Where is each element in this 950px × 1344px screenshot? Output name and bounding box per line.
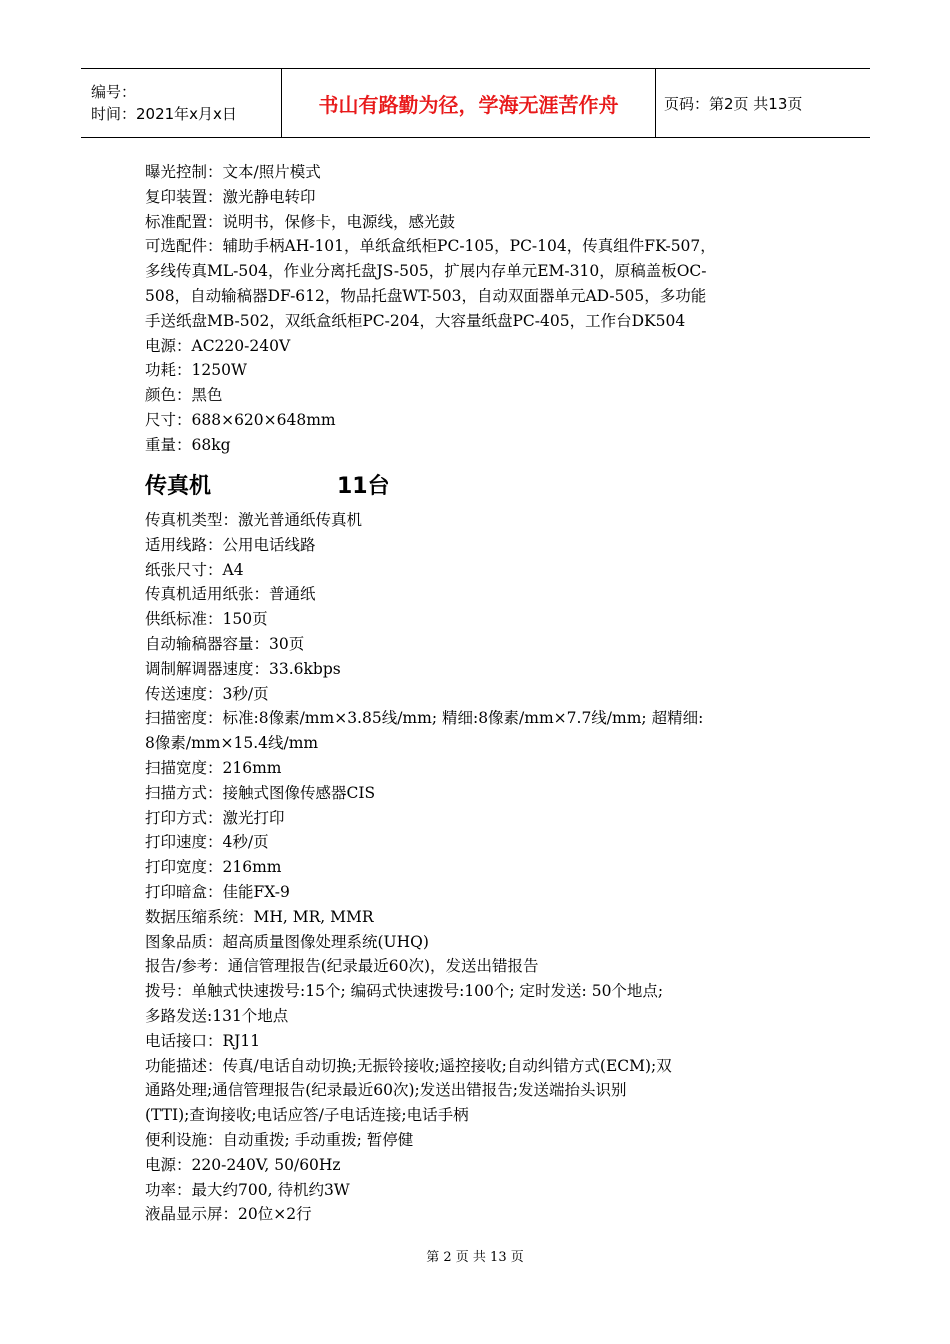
spec-line: 电源：220-240V, 50/60Hz — [145, 1155, 341, 1174]
spec-line: 可选配件：辅助手柄AH-101，单纸盒纸柜PC-105，PC-104，传真组件FK-507， — [145, 237, 716, 256]
spec-line: 多线传真ML-504，作业分离托盘JS-505，扩展内存单元EM-310，原稿盖板OC- — [145, 262, 707, 281]
spec-line: 打印速度：4秒/页 — [145, 833, 269, 852]
copier-specs — [145, 160, 810, 458]
spec-line: 液晶显示屏：20位×2行 — [145, 1205, 312, 1224]
spec-line: 电话接口：RJ11 — [145, 1031, 261, 1050]
spec-line: 适用线路：公用电话线路 — [145, 535, 316, 554]
header-meta — [81, 69, 282, 137]
spec-line: 扫描密度：标准:8像素/mm×3.85线/mm; 精细:8像素/mm×7.7线/mm; 超精细: — [145, 709, 704, 728]
spec-line: 功耗：1250W — [145, 361, 247, 380]
spec-line: 打印宽度：216mm — [145, 858, 282, 877]
spec-line: 拨号：单触式快速拨号:15个; 编码式快速拨号:100个; 定时发送: 50个地点; — [145, 982, 664, 1001]
header-motto: 书山有路勤为径，学海无涯苦作舟 — [282, 69, 656, 137]
spec-line: 打印方式：激光打印 — [145, 808, 285, 827]
spec-line: 打印暗盒：佳能FX-9 — [145, 882, 290, 901]
number-label: 编号： — [91, 83, 137, 101]
spec-line: 报告/参考：通信管理报告(纪录最近60次)，发送出错报告 — [145, 957, 539, 976]
spec-line: 传送速度：3秒/页 — [145, 684, 269, 703]
spec-line: 传真机适用纸张：普通纸 — [145, 585, 316, 604]
spec-line: 重量：68kg — [145, 435, 231, 454]
spec-line: (TTI);查询接收;电话应答/子电话连接;电话手柄 — [145, 1106, 469, 1125]
spec-line: 通路处理;通信管理报告(纪录最近60次);发送出错报告;发送端抬头识别 — [145, 1081, 627, 1100]
spec-line: 图象品质：超高质量图像处理系统(UHQ) — [145, 932, 429, 951]
spec-line: 传真机类型：激光普通纸传真机 — [145, 511, 363, 529]
spec-line: 8像素/mm×15.4线/mm — [145, 734, 319, 753]
spec-line: 手送纸盘MB-502，双纸盒纸柜PC-204，大容量纸盘PC-405，工作台DK504 — [145, 311, 686, 330]
page-footer: 第 2 页 共 13 页 — [426, 1250, 524, 1265]
spec-line: 标准配置：说明书，保修卡，电源线，感光鼓 — [145, 212, 456, 231]
spec-line: 多路发送:131个地点 — [145, 1006, 289, 1025]
spec-line: 曝光控制：文本/照片模式 — [145, 163, 321, 181]
spec-line: 数据压缩系统：MH, MR, MMR — [145, 907, 374, 926]
spec-line: 颜色：黑色 — [145, 386, 223, 405]
spec-line: 纸张尺寸：A4 — [145, 560, 244, 579]
spec-line: 电源：AC220-240V — [145, 336, 291, 355]
header-page-info: 页码：第2页 共13页 — [664, 94, 803, 113]
date-label: 时间：2021年x月x日 — [91, 105, 237, 123]
fax-section-heading — [145, 469, 390, 500]
spec-line: 尺寸：688×620×648mm — [145, 410, 336, 429]
spec-line: 调制解调器速度：33.6kbps — [145, 659, 341, 678]
spec-line: 扫描宽度：216mm — [145, 758, 282, 777]
spec-line: 自动输稿器容量：30页 — [145, 634, 305, 653]
spec-line: 便利设施：自动重拨; 手动重拨; 暂停健 — [145, 1130, 414, 1149]
spec-line: 功率：最大约700, 待机约3W — [145, 1180, 350, 1199]
fax-specs — [145, 508, 810, 1227]
section-title: 传真机 — [145, 474, 212, 499]
spec-line: 功能描述：传真/电话自动切换;无振铃接收;遥控接收;自动纠错方式(ECM);双 — [145, 1056, 672, 1075]
spec-line: 复印装置：激光静电转印 — [145, 187, 316, 206]
spec-line: 508，自动输稿器DF-612，物品托盘WT-503，自动双面器单元AD-505，多功能 — [145, 286, 707, 305]
page-header — [81, 68, 870, 138]
spec-line: 供纸标准：150页 — [145, 610, 268, 629]
section-count: 11台 — [337, 474, 390, 499]
spec-line: 扫描方式：接触式图像传感器CIS — [145, 783, 376, 802]
